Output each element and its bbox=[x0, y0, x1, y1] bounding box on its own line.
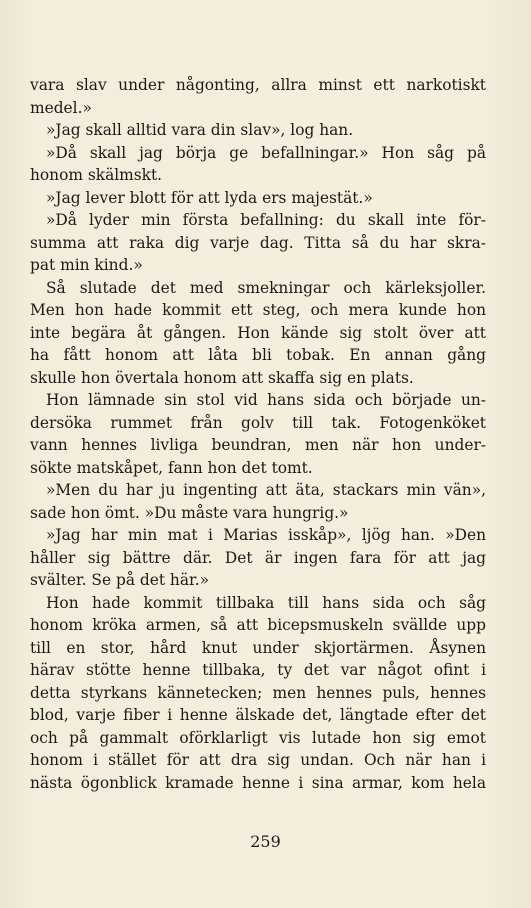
text-line: nästa ögonblick kramade henne i sina armar, kom hela bbox=[30, 773, 486, 792]
text-line: sade hon ömt. »Du måste vara hungrig.» bbox=[30, 503, 349, 522]
text-line: svälter. Se på det här.» bbox=[30, 571, 209, 589]
page-number: 259 bbox=[250, 832, 281, 851]
text-line: Så slutade det med smekningar och kärleksjoller. bbox=[46, 278, 486, 297]
text-line: och på gammalt oförklarligt vis lutade hon sig emot bbox=[30, 728, 486, 747]
text-line: »Jag har min mat i Marias isskåp», ljög han. »Den bbox=[46, 526, 486, 544]
text-line: honom i stället för att dra sig undan. Och när han i bbox=[30, 751, 486, 769]
text-line: »Då skall jag börja ge befallningar.» Hon såg på bbox=[46, 143, 486, 162]
text-line: honom kröka armen, så att bicepsmuskeln svällde upp bbox=[30, 616, 486, 634]
text-line: vann hennes livliga beundran, men när hon under- bbox=[30, 436, 486, 454]
text-line: dersöka rummet från golv till tak. Fotogenköket bbox=[30, 413, 486, 432]
text-line: »Jag skall alltid vara din slav», log han. bbox=[46, 121, 354, 139]
body-text bbox=[30, 74, 486, 794]
text-line: pat min kind.» bbox=[30, 256, 143, 274]
text-line: vara slav under någonting, allra minst ett narkotiskt bbox=[30, 76, 486, 94]
text-line: summa att raka dig varje dag. Titta så du har skra- bbox=[30, 233, 486, 252]
text-line: sökte matskåpet, fann hon det tomt. bbox=[30, 458, 313, 477]
text-line: Men hon hade kommit ett steg, och mera kunde hon bbox=[30, 301, 486, 319]
text-line: härav stötte henne tillbaka, ty det var något ofint i bbox=[30, 661, 486, 679]
text-line: håller sig bättre där. Det är ingen fara för att jag bbox=[30, 548, 486, 567]
text-line: skulle hon övertala honom att skaffa sig en plats. bbox=[30, 368, 414, 387]
text-line: »Då lyder min första befallning: du skall inte för- bbox=[46, 211, 486, 229]
text-line: honom skälmskt. bbox=[30, 166, 163, 184]
text-line: till en stor, hård knut under skjortärmen. Åsynen bbox=[30, 638, 486, 657]
text-line: ha fått honom att låta bli tobak. En annan gång bbox=[30, 346, 486, 364]
text-line: medel.» bbox=[30, 98, 92, 117]
text-line: Hon hade kommit tillbaka till hans sida och såg bbox=[46, 593, 486, 612]
text-line: Hon lämnade sin stol vid hans sida och började un- bbox=[46, 391, 486, 409]
text-line: detta styrkans kännetecken; men hennes puls, hennes bbox=[30, 683, 486, 702]
text-line: »Jag lever blott för att lyda ers majestät.» bbox=[46, 188, 373, 207]
text-line: blod, varje fiber i henne älskade det, längtade efter det bbox=[30, 706, 486, 724]
text-line: inte begära åt gången. Hon kände sig stolt över att bbox=[30, 323, 486, 342]
text-line: »Men du har ju ingenting att äta, stackars min vän», bbox=[46, 481, 486, 499]
